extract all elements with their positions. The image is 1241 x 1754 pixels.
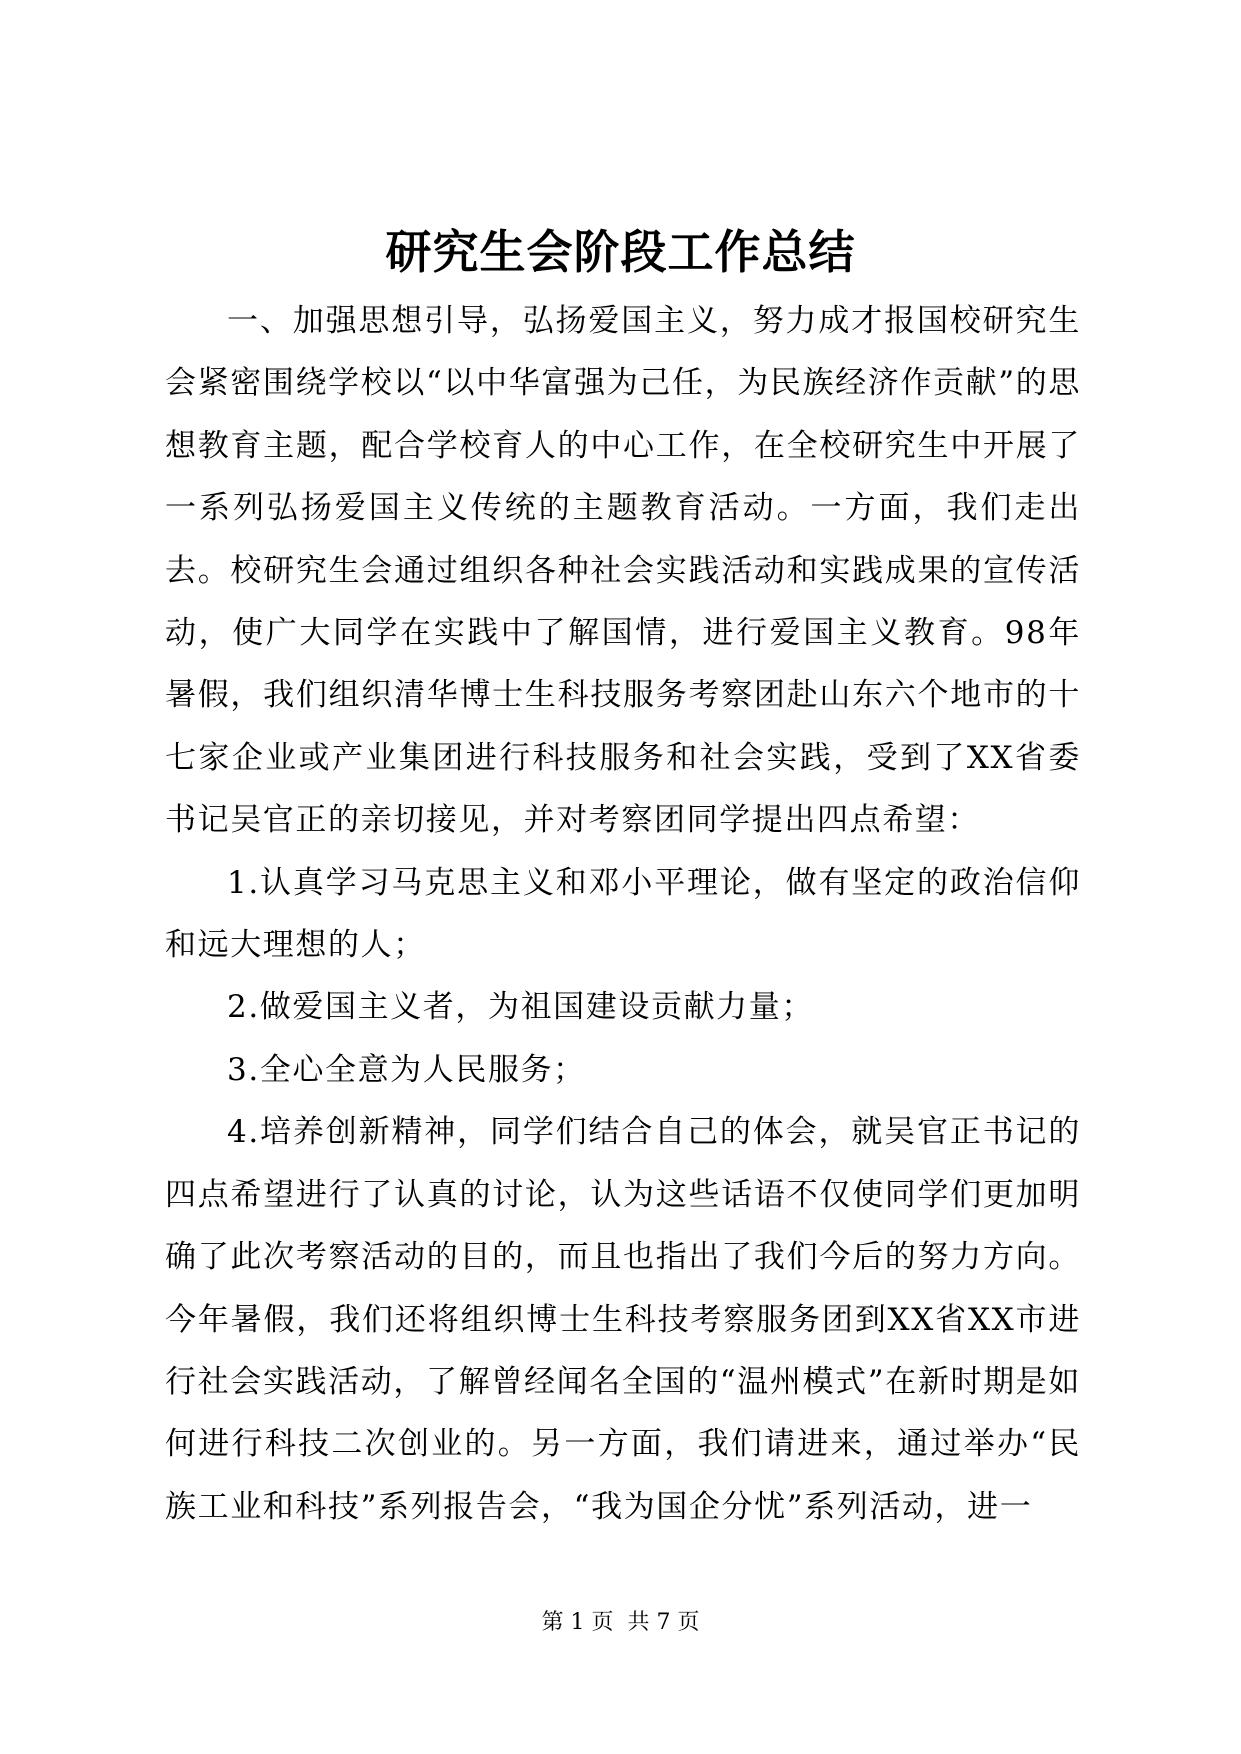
- page-number-label: 第 1 页 共 7 页: [541, 1610, 700, 1635]
- paragraph-5: 4.培养创新精神，同学们结合自己的体会，就吴官正书记的四点希望进行了认真的讨论，认为这些话语不仅使同学们更加明确了此次考察活动的目的，而且也指出了我们今后的努力方向。今年暑假，我们还将组织博士生科技考察服务团到XX省XX市进行社会实践活动，了解曾经闻名全国的“温州模式”在新时期是如何进行科技二次创业的。另一方面，我们请进来，通过举办“民族工业和科技”系列报告会，“我为国企分忧”系列活动，进一: [165, 1114, 1081, 1525]
- document-title: 研究生会阶段工作总结: [385, 225, 856, 279]
- paragraph-1: 一、加强思想引导，弘扬爱国主义，努力成才报国校研究生会紧密围绕学校以“以中华富强为己任，为民族经济作贡献”的思想教育主题，配合学校育人的中心工作，在全校研究生中开展了一系列弘扬爱国主义传统的主题教育活动。一方面，我们走出去。校研究生会通过组织各种社会实践活动和实践成果的宣传活动，使广大同学在实践中了解国情，进行爱国主义教育。98年暑假，我们组织清华博士生科技服务考察团赴山东六个地市的十七家企业或产业集团进行科技服务和社会实践，受到了XX省委书记吴官正的亲切接见，并对考察团同学提出四点希望：: [165, 303, 1081, 839]
- paragraph-3: 2.做爱国主义者，为祖国建设贡献力量；: [227, 989, 814, 1026]
- paragraph-4: 3.全心全意为人民服务；: [227, 1051, 586, 1088]
- page-footer: [0, 1608, 1241, 1638]
- document-body: [165, 290, 1081, 1538]
- paragraph-2: 1.认真学习马克思主义和邓小平理论，做有坚定的政治信仰和远大理想的人；: [165, 864, 1081, 964]
